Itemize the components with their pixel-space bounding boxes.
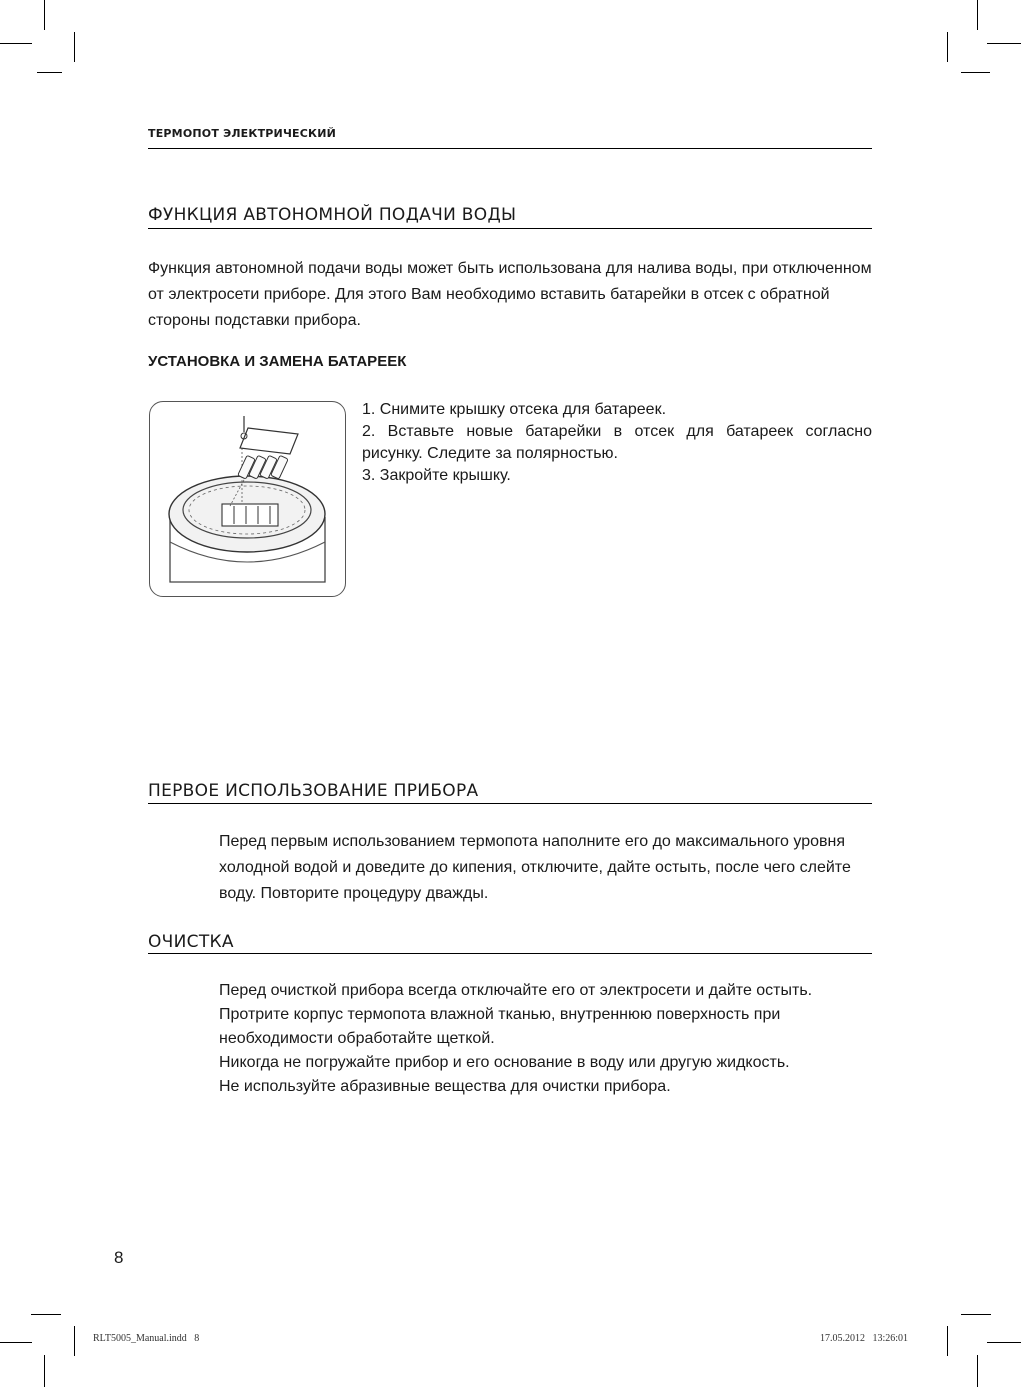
battery-step-2: 2. Вставьте новые батарейки в отсек для батареек согласно рисунку. Следите за полярностью. [362, 423, 872, 462]
cleaning-line: необходимости обработайте щеткой. [219, 1030, 495, 1047]
section-rule-cleaning [148, 953, 872, 954]
cleaning-line: Перед очисткой прибора всегда отключайте его от электросети и дайте остыть. [219, 982, 813, 999]
section-rule-autonomous [148, 228, 872, 229]
battery-step-3: 3. Закройте крышку. [362, 467, 511, 484]
section-rule-first-use [148, 803, 872, 804]
battery-compartment-drawing [150, 402, 345, 596]
cleaning-line: Протрите корпус термопота влажной тканью, внутреннюю поверхность при [219, 1006, 781, 1023]
paragraph-autonomous: Функция автономной подачи воды может быть использована для налива воды, при отключенном от электросети приборе. Для этого Вам необходимо вставить батарейки в отсек с обратной стороны подставки прибора. [148, 260, 872, 329]
battery-illustration [149, 401, 346, 597]
battery-step-1: 1. Снимите крышку отсека для батареек. [362, 401, 667, 418]
section-title-autonomous: ФУНКЦИЯ АВТОНОМНОЙ ПОДАЧИ ВОДЫ [148, 205, 517, 225]
paragraph-first-use: Перед первым использованием термопота наполните его до максимального уровня холодной водой и доведите до кипения, отключите, дайте остыть, после чего слейте воду. Повторите процедуру дважды. [219, 833, 851, 902]
section-title-cleaning: ОЧИСТКА [148, 932, 234, 952]
battery-steps [362, 399, 872, 487]
date-slug: 17.05.2012 13:26:01 [820, 1333, 909, 1344]
cleaning-line: Не используйте абразивные вещества для очистки прибора. [219, 1078, 671, 1095]
page-number: 8 [114, 1248, 124, 1267]
running-header: ТЕРМОПОТ ЭЛЕКТРИЧЕСКИЙ [148, 127, 337, 140]
subtitle-battery: УСТАНОВКА И ЗАМЕНА БАТАРЕЕК [148, 353, 407, 370]
cleaning-instructions [219, 979, 812, 1099]
section-title-first-use: ПЕРВОЕ ИСПОЛЬЗОВАНИЕ ПРИБОРА [148, 781, 479, 801]
cleaning-line: Никогда не погружайте прибор и его основание в воду или другую жидкость. [219, 1054, 790, 1071]
file-slug: RLT5005_Manual.indd 8 [93, 1333, 200, 1344]
header-rule [148, 148, 872, 149]
